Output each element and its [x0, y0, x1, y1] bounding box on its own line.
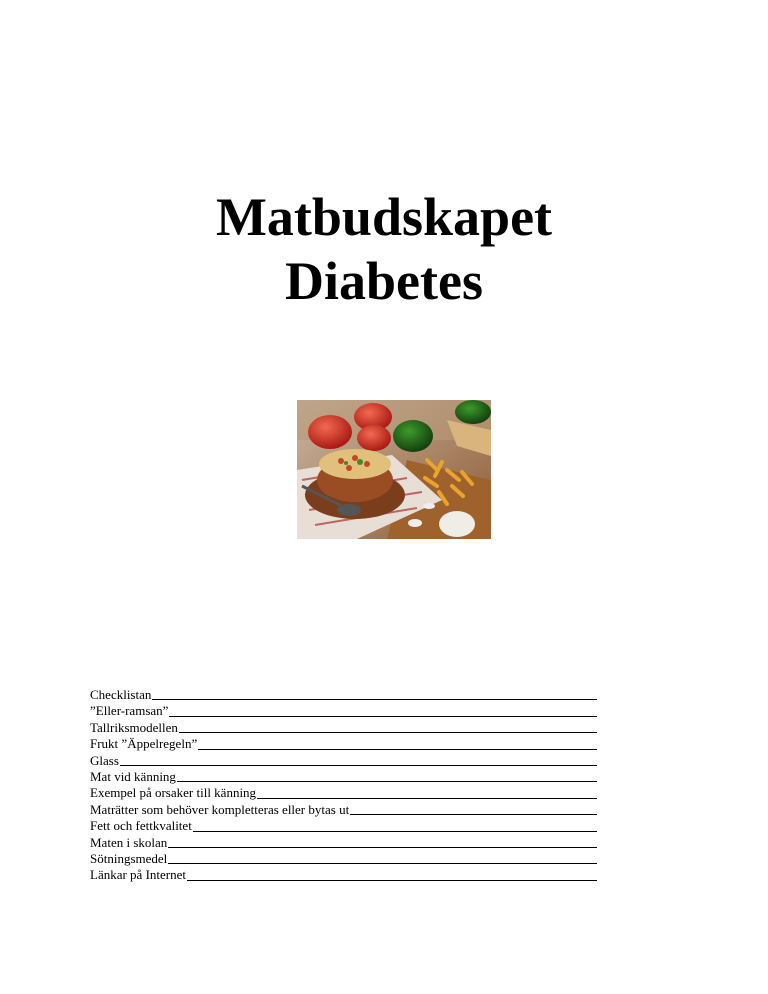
- toc-item-label: Sötningsmedel: [90, 850, 168, 866]
- toc-item: [90, 835, 597, 851]
- toc-item: [90, 687, 597, 703]
- food-photo-illustration: [297, 400, 491, 539]
- toc-item: [90, 720, 597, 736]
- toc-leader-line: [198, 749, 597, 750]
- toc-item: [90, 818, 597, 834]
- toc-item: [90, 703, 597, 719]
- toc-item: [90, 785, 597, 801]
- toc-item: [90, 867, 597, 883]
- toc-leader-line: [257, 798, 597, 799]
- toc-item-label: ”Eller-ramsan”: [90, 703, 169, 719]
- toc-leader-line: [152, 699, 597, 700]
- title-line-2: Diabetes: [285, 251, 483, 311]
- toc-item-label: Maten i skolan: [90, 834, 168, 850]
- toc-leader-line: [168, 847, 597, 848]
- toc-item-label: Frukt ”Äppelregeln”: [90, 736, 198, 752]
- toc-leader-line: [168, 863, 597, 864]
- toc-item-label: Maträtter som behöver kompletteras eller bytas ut: [90, 801, 350, 817]
- toc-item-label: Fett och fettkvalitet: [90, 818, 192, 834]
- toc-leader-line: [177, 781, 597, 782]
- toc-item: [90, 736, 597, 752]
- toc-leader-line: [350, 814, 597, 815]
- toc-item-label: Mat vid känning: [90, 768, 176, 784]
- toc-leader-line: [193, 831, 597, 832]
- toc-leader-line: [187, 880, 597, 881]
- title-line-1: Matbudskapet: [215, 187, 553, 247]
- toc-item: [90, 851, 597, 867]
- toc-item-label: Länkar på Internet: [90, 867, 187, 883]
- toc-item: [90, 802, 597, 818]
- toc-item-label: Glass: [90, 752, 119, 768]
- toc-item-label: Tallriksmodellen: [90, 719, 178, 735]
- toc-leader-line: [169, 716, 597, 717]
- table-of-contents: [90, 687, 597, 884]
- toc-item: [90, 753, 597, 769]
- toc-leader-line: [179, 732, 597, 733]
- toc-item-label: Exempel på orsaker till känning: [90, 785, 257, 801]
- toc-leader-line: [120, 765, 597, 766]
- toc-item: [90, 769, 597, 785]
- food-photo: [297, 400, 491, 539]
- toc-item-label: Checklistan: [90, 686, 152, 702]
